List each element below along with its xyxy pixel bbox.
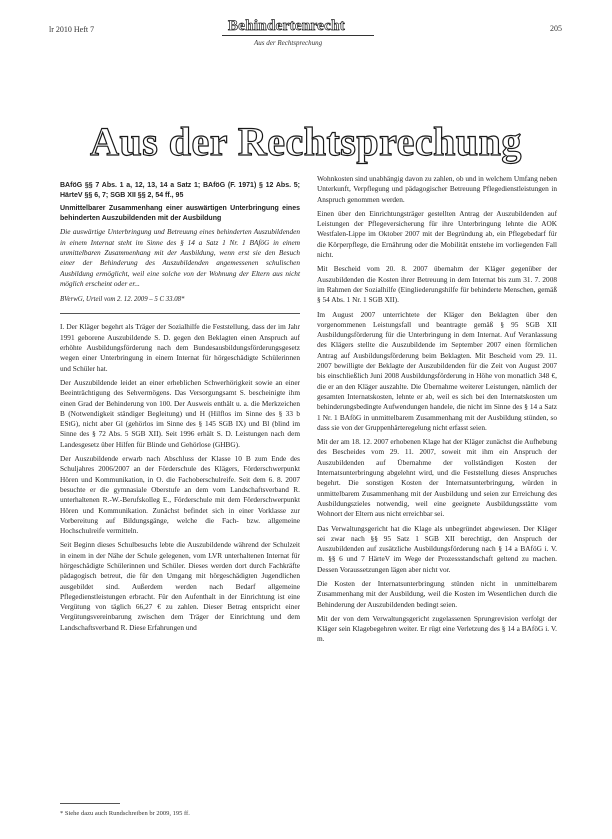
header-rule xyxy=(222,35,374,36)
court-citation: BVerwG, Urteil vom 2. 12. 2009 – 5 C 33.08* xyxy=(60,296,185,304)
page-number: 205 xyxy=(550,24,562,33)
paragraph: Mit Bescheid vom 20. 8. 2007 übernahm der Kläger gegenüber der Auszubildenden die Kosten ihrer Betreuung in dem Internat bis zum 31. 7. 2008 im Rahmen der Sozialhilfe (Eingliederungshilfe für behinderte Menschen, gemäß § 54 Abs. 1 Nr. 1 SGB XII). xyxy=(317,264,557,305)
paragraph: Mit der am 18. 12. 2007 erhobenen Klage hat der Kläger zunächst die Aufhebung des Bescheides vom 29. 11. 2007, soweit mit ihm ein Anspruch der Auszubildenden auf Übernahme der vollständigen Kosten der Internatsunterbringung abgelehnt wird, und die Feststellung dieses Anspruches begehrt. Die sonstigen Kosten der Internatsunterbringung, würden in unmittelbarem Zusammenhang mit der Ausbildung und seien zur Erreichung des Ausbildungszieles notwendig, weil eine geeignete Ausbildungsstätte vom Wohnort der Eltern aus nicht erreichbar sei. xyxy=(317,437,557,519)
page-title: Aus der Rechtsprechung xyxy=(90,119,522,164)
footnote-rule xyxy=(60,803,120,804)
case-subheading: Unmittelbarer Zusammenhang einer auswärtigen Unterbringung eines behinderten Auszubildenden mit der Ausbildung xyxy=(60,205,300,222)
paragraph: Einen über den Einrichtungsträger gestellten Antrag der Auszubildenden auf Leistungen der Pflegeversicherung für ihre Unterbringung lehnte die AOK Westfalen-Lippe im Oktober 2007 mit der Begründung ab, ein Pflegebedarf für die Körperpflege, die Ernährung oder die Mobilität entstehe im vorliegenden Fall nicht. xyxy=(317,208,557,260)
paragraph: Das Verwaltungsgericht hat die Klage als unbegründet abgewiesen. Der Kläger sei zwar nach §§ 95 Satz 1 SGB XII berechtigt, den Anspruch der Auszubildenden auf zusätzliche Ausbildungsförderung nach § 14 a BAföG i. V. m. §§ 6 und 7 HärteV im Wege der Prozessstandschaft geltend zu machen. Dessen Voraussetzungen lägen aber nicht vor. xyxy=(317,523,557,574)
section-divider xyxy=(60,313,300,314)
paragraph: Seit Beginn dieses Schulbesuchs lebte die Auszubildende während der Schulzeit in einem in der Nähe der Schule gelegenen, vom LVR unterhaltenen Internat für hörgeschädigte Schülerinnen und Schüler. Dieses werden dort durch Fachkräfte pädagogisch betreut, die für den Umgang mit hörgeschädigten Jugendlichen ausgebildet sind. Außerdem werden nach Bedarf allgemeine Pflegedienstleistungen erbracht. Für den Aufenthalt in der Einrichtung ist eine Vergütung von täglich 66,27 € zu zahlen. Dieser Betrag entspricht einer Vergütungsvereinbarung zwischen dem Träger der Einrichtung und dem Landschaftsverband R. Diese Erfahrungen und xyxy=(60,540,300,632)
paragraph: Der Auszubildende leidet an einer erheblichen Schwerhörigkeit sowie an einer Beeinträchtigung des Sehvermögens. Das Versorgungsamt S. bescheinigte ihm einen Grad der Behinderung von 100. Der Ausweis enthält u. a. die Merkzeichen B (Notwendigkeit ständiger Begleitung) und H (Hilflos im Sinne des § 33 b EStG), nicht aber Gl (gehörlos im Sinne des § 145 SGB IX) und Bl (blind im Sinne des § 72 Abs. 5 SGB XII). Seit 1996 erhält S. D. Leistungen nach dem Landesgesetz über Hilfen für Blinde und Gehörlose (GHBG). xyxy=(60,377,300,449)
paragraph: Wohnkosten sind unabhängig davon zu zahlen, ob und in welchem Umfang neben Unterkunft, Verpflegung und pädagogischer Betreuung Pflegedienstleistungen in Anspruch genommen werden. xyxy=(317,174,557,204)
footnote: * Siehe dazu auch Rundschreiben br 2009, 195 ff. xyxy=(60,810,190,817)
section-label: Aus der Rechtsprechung xyxy=(254,39,323,47)
left-column xyxy=(60,181,300,637)
issue-label: lr 2010 Heft 7 xyxy=(49,25,95,34)
right-column xyxy=(317,174,557,649)
paragraph: Die Kosten der Internatsunterbringung stünden nicht in unmittelbarem Zusammenhang mit der Ausbildung, weil die Kosten im Wesentlichen durch die Behinderung der Auszubildenden bedingt seien. xyxy=(317,578,557,609)
statute-heading: BAföG §§ 7 Abs. 1 a, 12, 13, 14 a Satz 1; BAföG (F. 1971) § 12 Abs. 5; HärteV §§ 6, 7; SGB XII §§ 2, 54 ff., 95 xyxy=(60,182,300,199)
journal-title: Behindertenrecht xyxy=(228,18,346,34)
running-head xyxy=(0,0,612,60)
paragraph: I. Der Kläger begehrt als Träger der Sozialhilfe die Feststellung, dass der im Jahr 1991 geborene Auszubildende S. D. gegen den Beklagten einen Anspruch auf erhöhte Ausbildungsförderung nach dem Bundesausbildungsförderungsgesetz wegen einer Unterbringung in einem Internat für hörgeschädigte Schülerinnen und Schüler hat. xyxy=(60,322,300,373)
paragraph: Im August 2007 unterrichtete der Kläger den Beklagten über den vorgenommenen Leistungsfall und beantragte gemäß § 95 SGB XII Ausbildungsförderung für die Unterbringung in dem Internat. Auf Veranlassung des Klägers stellte die Auszubildende im September 2007 einen förmlichen Antrag auf Ausbildungsförderung beim Beklagten. Mit Bescheid vom 29. 11. 2007 bewilligte der Beklagte der Auszubildenden für die Zeit von August 2007 bis einschließlich Juni 2008 Ausbildungsförderung in Höhe von monatlich 348 €, die er an den Kläger auszahlte. Die Übernahme weiterer Leistungen, nämlich der gesamten Internatskosten, lehnte er ab, weil es sich bei den Internatskosten um behinderungsbedingte Aufwendungen handele, die nicht im Sinne des § 14 a Satz 1 Nr. 1 BAföG in unmittelbarem Zusammenhang mit der Ausbildung stünden, so dass sie von der Gruppenhärteregelung nicht erfasst seien. xyxy=(317,309,557,432)
paragraph: Mit der von dem Verwaltungsgericht zugelassenen Sprungrevision verfolgt der Kläger sein Klagebegehren weiter. Er rügt eine Verletzung des § 14 a BAföG i. V. m. xyxy=(317,613,557,644)
paragraph: Der Auszubildende erwarb nach Abschluss der Klasse 10 B zum Ende des Schuljahres 2006/2007 an der Förderschule des Klägers, Förderschwerpunkt Hören und Kommunikation, in O. die Fachoberschulreife. Seit dem 6. 8. 2007 besuchte er die gymnasiale Oberstufe an dem vom Landschaftsverband R. unterhaltenen R.-W.-Berufskolleg E., Förderschule mit dem Förderschwerpunkt Hören und Kommunikation. Zunächst befindet sich in einer Vorklasse zur Vorbereitung auf Bildungsgänge, welche die Fach- bzw. allgemeine Hochschulreife vermitteln. xyxy=(60,454,300,536)
headnote: Die auswärtige Unterbringung und Betreuung eines behinderten Auszubildenden in einem Internat steht im Sinne des § 14 a Satz 1 Nr. 1 BAföG in einem unmittelbaren Zusammenhang mit der Ausbildung, wenn erst sie den Besuch einer der Behinderung des Auszubildenden angemessenen schulischen Ausbildung ermöglicht, weil eine solche von der Wohnung der Eltern aus nicht möglich erscheint oder er... xyxy=(60,227,300,288)
